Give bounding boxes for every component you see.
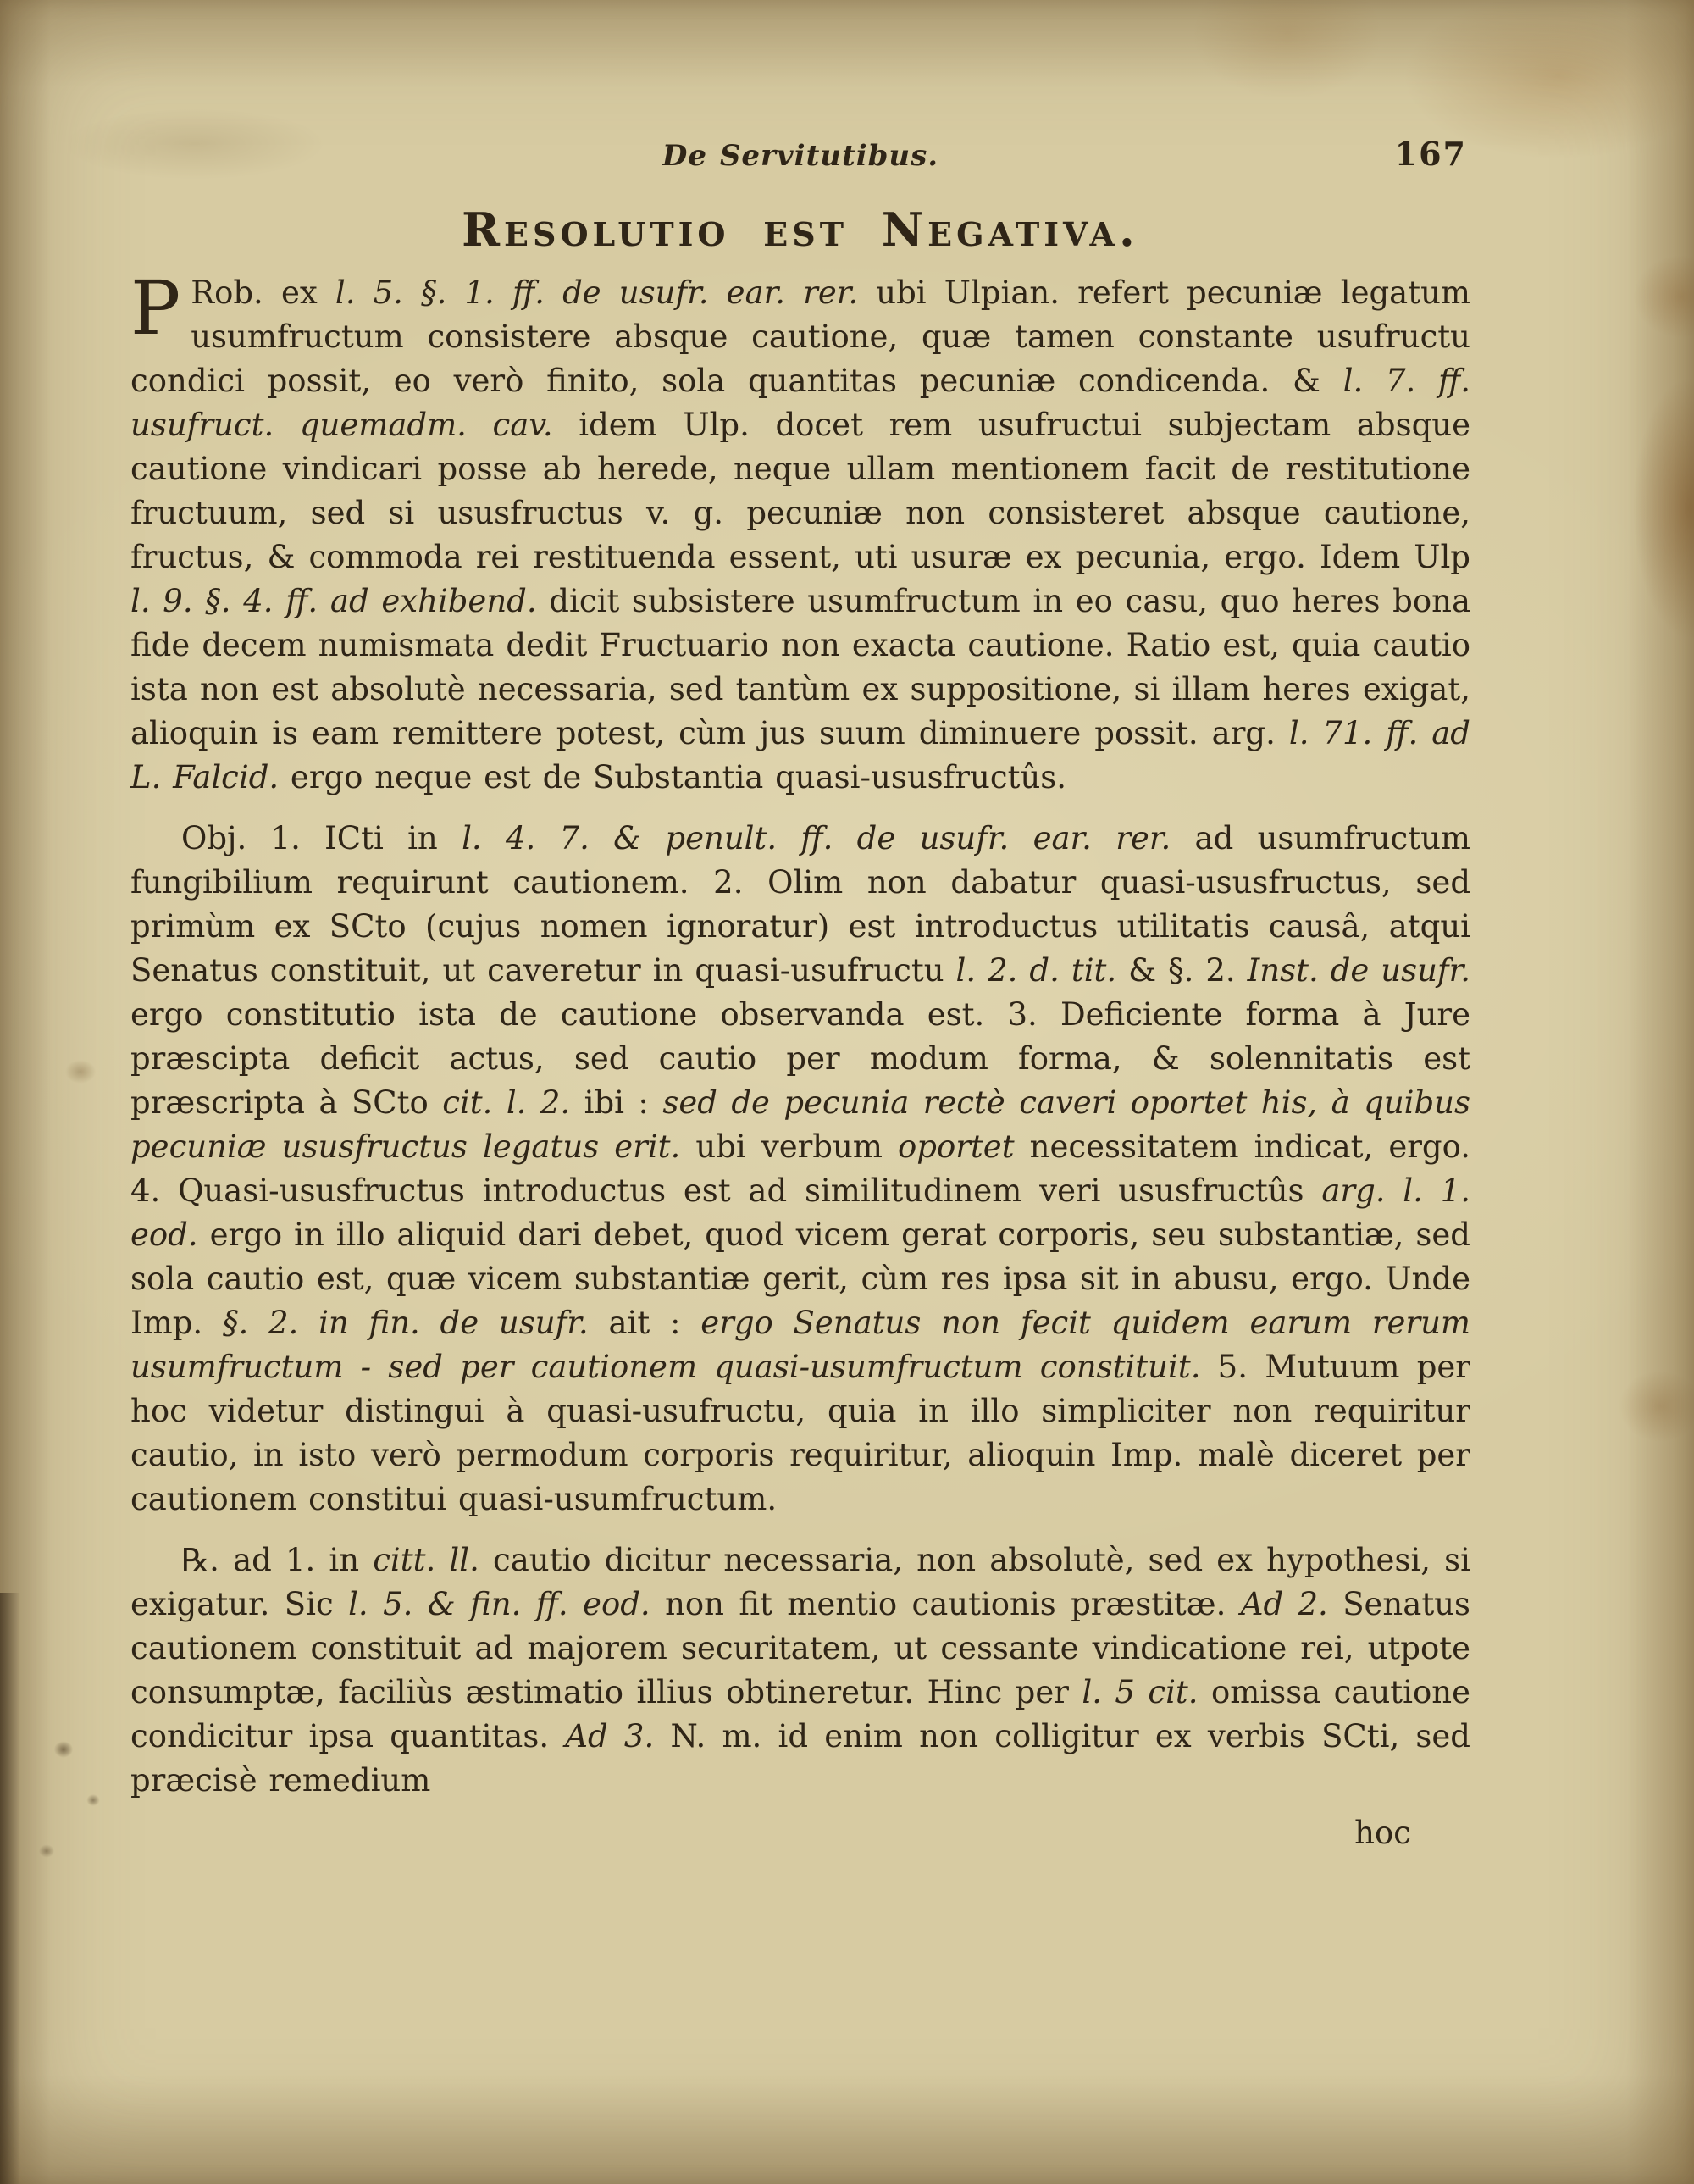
drop-cap: P <box>130 264 181 352</box>
body-run: cautio dicitur necessaria, non absolutè, sed ex hypothesi, si exigatur. Sic <box>130 1542 1470 1622</box>
binding-gutter-shadow <box>0 1593 20 2184</box>
body-run: ait : <box>588 1305 701 1341</box>
body-run: N. m. id enim non colligitur ex verbis SCti, sed præcisè remedium <box>130 1718 1470 1799</box>
running-header <box>130 134 1470 183</box>
citation-text: citt. ll. <box>373 1542 479 1578</box>
citation-text: oportet <box>898 1128 1015 1165</box>
running-title: De Servitutibus. <box>662 139 939 173</box>
citation-text: l. 4. 7. & penult. ff. de usufr. ear. rer. <box>462 820 1171 856</box>
body-run: 5. Mutuum per hoc videtur distingui à quasi-usufructu, quia in illo simpliciter non requiritur cautio, in isto verò permodum corporis requiritur, alioquin Imp. malè diceret per cautionem constitui quasi-usumfructum. <box>130 1349 1470 1517</box>
citation-text: l. 71. ff. ad L. Falcid. <box>130 715 1470 795</box>
paragraph <box>130 264 1470 800</box>
page-number: 167 <box>1394 135 1467 173</box>
catchword: hoc <box>1354 1815 1411 1851</box>
body-run: ergo neque est de Substantia quasi-ususfructûs. <box>279 759 1067 795</box>
citation-text: l. 9. §. 4. ff. ad exhibend. <box>130 583 537 619</box>
citation-text: sed de pecunia rectè caveri oportet his, à quibus pecuniæ ususfructus legatus erit. <box>130 1084 1470 1165</box>
citation-text: l. 5. & fin. ff. eod. <box>348 1586 650 1622</box>
paragraph <box>130 1538 1470 1803</box>
citation-text: ergo Senatus non fecit quidem earum rerum usumfructum - sed per cautionem quasi-usumfructum constituit. <box>130 1305 1470 1385</box>
body-run: non fit mentio cautionis præstitæ. <box>650 1586 1241 1622</box>
body-run: necessitatem indicat, ergo. 4. Quasi-ususfructus introductus est ad similitudinem veri ususfructûs <box>130 1128 1470 1209</box>
body-text <box>130 264 1471 1803</box>
citation-text: §. 2. in fin. de usufr. <box>222 1305 589 1341</box>
body-run: ibi : <box>570 1084 663 1121</box>
section-heading: Resolutio est Negativa. <box>462 202 1139 257</box>
body-run: Rob. ex <box>191 274 335 311</box>
citation-text: Inst. de usufr. <box>1247 952 1471 989</box>
body-run: ergo in illo aliquid dari debet, quod vicem gerat corporis, seu substantiæ, sed sola cautio est, quæ vicem substantiæ gerit, cùm res ipsa sit in abusu, ergo. Unde Imp. <box>130 1217 1470 1341</box>
body-run: Obj. 1. ICti in <box>181 820 462 856</box>
citation-text: Ad 2. <box>1240 1586 1328 1622</box>
body-run: dicit subsistere usumfructum in eo casu, quo heres bona fide decem numismata dedit Fructuario non exacta cautione. Ratio est, quia cautio ista non est absolutè necessaria, sed tantùm ex suppositione, si illam heres exigat, alioquin is eam remittere potest, cùm jus suum diminuere possit. arg. <box>130 583 1470 751</box>
citation-text: l. 7. ff. usufruct. quemadm. cav. <box>130 363 1470 443</box>
citation-text: l. 5 cit. <box>1082 1674 1199 1710</box>
text-block <box>130 134 1470 1855</box>
body-run: ergo constitutio ista de cautione observanda est. 3. Deficiente forma à Jure præscipta deficit actus, sed cautio per modum forma, & solennitatis est præscripta à SCto <box>130 996 1470 1121</box>
body-run: ubi Ulpian. refert pecuniæ legatum usumfructum consistere absque cautione, quæ tamen constante usufructu condici possit, eo verò finito, sola quantitas pecuniæ condicenda. & <box>130 274 1470 399</box>
body-run: ad usumfructum fungibilium requirunt cautionem. 2. Olim non dabatur quasi-ususfructus, sed primùm ex SCto (cujus nomen ignoratur) est introductus utilitatis causâ, atqui Senatus constituit, ut caveretur in quasi-usufructu <box>130 820 1471 989</box>
paragraph <box>130 817 1470 1522</box>
body-run: omissa cautione condicitur ipsa quantitas. <box>130 1674 1470 1754</box>
body-run: ubi verbum <box>680 1128 898 1165</box>
body-run: & §. 2. <box>1116 952 1248 989</box>
citation-text: l. 5. §. 1. ff. de usufr. ear. rer. <box>335 274 859 311</box>
citation-text: arg. l. 1. eod. <box>130 1172 1470 1253</box>
body-run: ℞. ad 1. in <box>181 1542 374 1578</box>
citation-text: cit. l. 2. <box>442 1084 571 1121</box>
body-run: Senatus cautionem constituit ad majorem securitatem, ut cessante vindicatione rei, utpote consumptæ, faciliùs æstimatio illius obtineretur. Hinc per <box>130 1586 1471 1710</box>
body-run: idem Ulp. docet rem usufructui subjectam absque cautione vindicari posse ab herede, neque ullam mentionem facit de restitutione fructuum, sed si ususfructus v. g. pecuniæ non consisteret absque cautione, fructus, & commoda rei restituenda essent, uti usuræ ex pecunia, ergo. Idem Ulp <box>130 407 1470 575</box>
citation-text: l. 2. d. tit. <box>955 952 1117 989</box>
citation-text: Ad 3. <box>565 1718 655 1754</box>
